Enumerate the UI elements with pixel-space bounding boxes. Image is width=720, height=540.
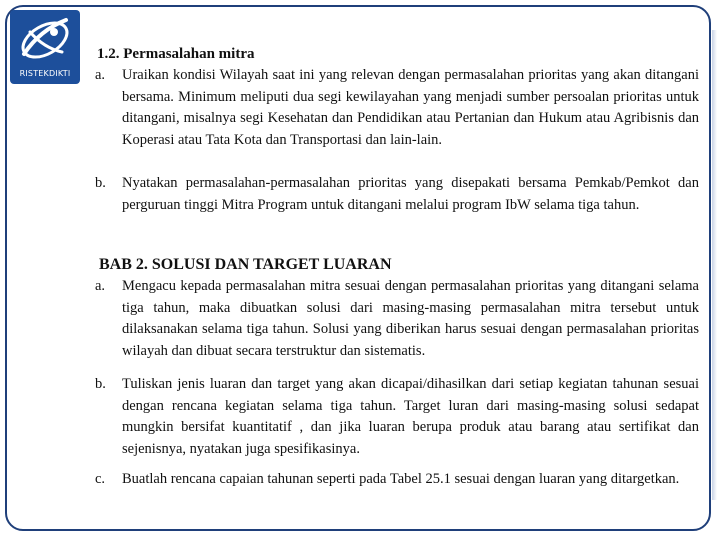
list-text: Tuliskan jenis luaran dan target yang akan dicapai/dihasilkan dari setiap kegiatan tahunan sesuai dengan rencana kegiatan selama tiga tahun. Target luran dari masing-masing solusi sedapat mungkin bersifat kuantitatif , dan jika luaran berupa produk atau barang atau sertifikat dan sejenisnya, nyatakan juga spesifikasinya. [122, 376, 699, 457]
list-marker: c. [95, 471, 106, 487]
section-heading-2: BAB 2. SOLUSI DAN TARGET LUARAN [99, 256, 392, 273]
list-marker: b. [95, 376, 106, 392]
list-marker: a. [95, 67, 106, 83]
list-text: Mengacu kepada permasalahan mitra sesuai dengan permasalahan prioritas yang ditangani selama tiga tahun, maka dibuatkan solusi dari masing-masing permasalahan mitra tersebut untuk dilaksanakan selama tiga tahun. Solusi yang diberikan harus sesuai dengan permasalahan prioritas wilayah dan dibuat secara terstruktur dan sistematis. [122, 278, 699, 359]
list-text: Buatlah rencana capaian tahunan seperti pada Tabel 25.1 sesuai dengan luaran yang ditargetkan. [122, 471, 680, 487]
frame-shadow [712, 30, 717, 500]
list-item-2a [95, 276, 699, 362]
list-marker: b. [95, 175, 106, 191]
list-item-2c [95, 469, 699, 491]
list-marker: a. [95, 278, 106, 294]
ristekdikti-logo [10, 10, 80, 84]
list-item-1b [95, 173, 699, 216]
document-page [89, 44, 707, 520]
list-item-2b [95, 374, 699, 460]
list-text: Nyatakan permasalahan-permasalahan prioritas yang disepakati bersama Pemkab/Pemkot dan perguruan tinggi Mitra Program untuk ditangani melalui program IbW selama tiga tahun. [122, 175, 699, 213]
logo-text: RISTEKDIKTI [19, 69, 71, 78]
list-item-1a [95, 65, 699, 151]
section-heading-1: 1.2. Permasalahan mitra [97, 46, 255, 62]
ristekdikti-logo-icon [10, 10, 80, 70]
list-text: Uraikan kondisi Wilayah saat ini yang relevan dengan permasalahan prioritas yang akan ditangani bersama. Minimum meliputi dua segi kewilayahan yang menjadi sumber persoalan prioritas untuk ditangani, misalnya segi Kesehatan dan Pendidikan atau Pertanian dan Hukum atau Agribisnis dan Koperasi atau Tata Kota dan Transportasi dan lain-lain. [122, 67, 699, 148]
